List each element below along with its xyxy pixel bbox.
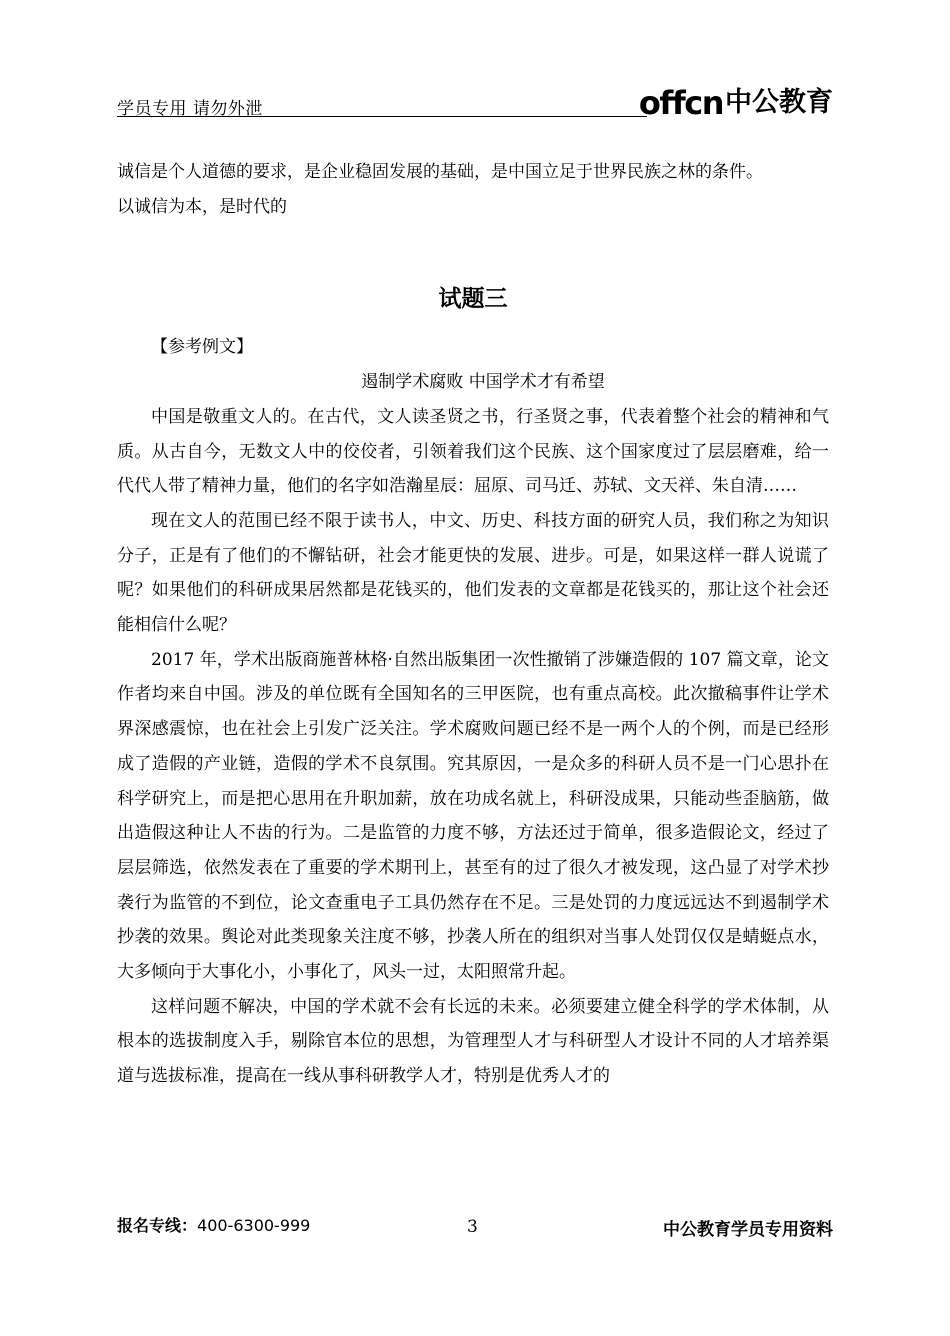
page-content [117,155,829,1094]
essay-paragraph-4: 这样问题不解决，中国的学术就不会有长远的未来。必须要建立健全科学的学术体制，从根本的选拔制度入手，剔除官本位的思想，为管理型人才与科研型人才设计不同的人才培养渠道与选拔标准，提高在一线从事科研教学人才，特别是优秀人才的 [117,996,829,1087]
hotline-number: 400-6300-999 [197,1216,311,1235]
offcn-logo [639,80,833,120]
logo-chinese: 中公教育 [725,87,833,118]
hotline-label: 报名专线： [117,1216,198,1235]
page-number: 3 [467,1217,478,1237]
intro-line-1: 诚信是个人道德的要求，是企业稳固发展的基础，是中国立足于世界民族之林的条件。 [117,162,763,182]
footer-material-note: 中公教育学员专用资料 [663,1220,833,1240]
essay-paragraph-3: 2017 年，学术出版商施普林格·自然出版集团一次性撤销了涉嫌造假的 107 篇文章，论文作者均来自中国。涉及的单位既有全国知名的三甲医院，也有重点高校。此次撤稿事件让学术界深感震惊，也在社会上引发广泛关注。学术腐败问题已经不是一两个人的个例，而是已经形成了造假的产业链，造假的学术不良氛围。究其原因，一是众多的科研人员不是一门心思扑在科学研究上，而是把心思用在升职加薪，放在功成名就上，科研没成果，只能动些歪脑筋，做出造假这种让人不齿的行为。二是监管的力度不够，方法还过于简单，很多造假论文，经过了层层筛选，依然发表在了重要的学术期刊上，甚至有的过了很久才被发现，这凸显了对学术抄袭行为监管的不到位，论文查重电子工具仍然存在不足。三是处罚的力度远远达不到遏制学术抄袭的效果。舆论对此类现象关注度不够，抄袭人所在的组织对当事人处罚仅仅是蜻蜓点水，大多倾向于大事化小，小事化了，风头一过，太阳照常升起。 [117,649,829,983]
page-header [117,80,833,120]
header-confidential-note: 学员专用 请勿外泄 [117,99,263,119]
footer-hotline [117,1213,310,1236]
section-title: 试题三 [438,286,508,313]
essay-paragraph-1: 中国是敬重文人的。在古代，文人读圣贤之书，行圣贤之事，代表着整个社会的精神和气质。从古自今，无数文人中的佼佼者，引领着我们这个民族、这个国家度过了层层磨难，给一代代人带了精神力量，他们的名字如浩瀚星辰：屈原、司马迁、苏轼、文天祥、朱自清…… [117,406,829,497]
essay-paragraph-2: 现在文人的范围已经不限于读书人，中文、历史、科技方面的研究人员，我们称之为知识分子，正是有了他们的不懈钻研，社会才能更快的发展、进步。可是，如果这样一群人说谎了呢？如果他们的科研成果居然都是花钱买的，他们发表的文章都是花钱买的，那让这个社会还能相信什么呢？ [117,510,829,636]
logo-english: offcn [638,84,723,122]
intro-line-2: 以诚信为本，是时代的 [117,196,287,217]
reference-essay-label: 【参考例文】 [151,337,253,358]
essay-title: 遏制学术腐败 中国学术才有希望 [361,372,605,393]
header-rule [117,116,647,117]
page-footer [117,1213,833,1240]
